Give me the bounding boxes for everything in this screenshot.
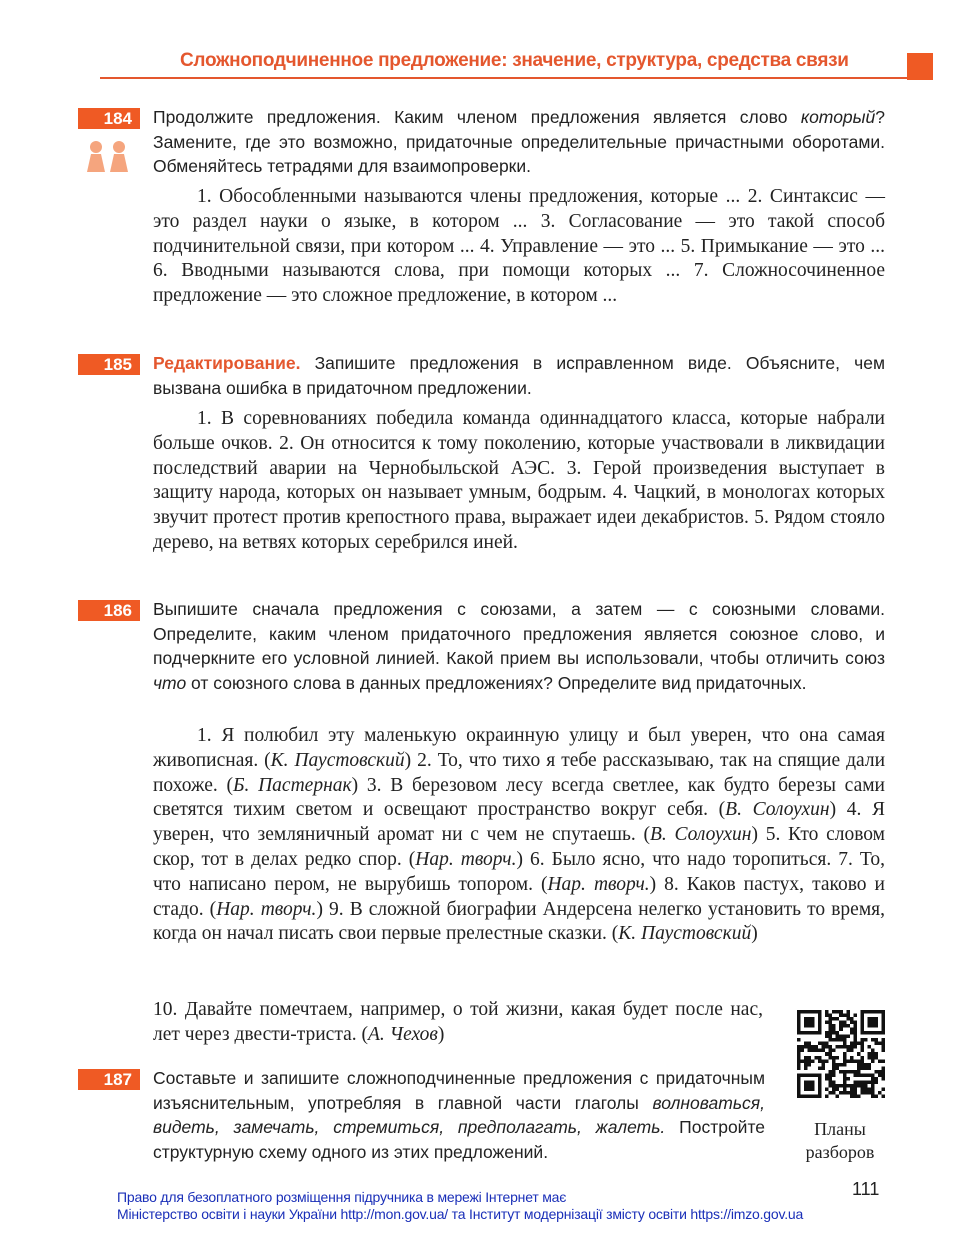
qr-caption-line1: Планы <box>814 1119 866 1139</box>
text-segment: ) 5. Кто словом скор, тот в делах редко спор. ( <box>153 824 885 870</box>
chapter-title: Сложноподчиненное предложение: значение, структура, средства связи <box>180 50 849 71</box>
text-segment: от союзного слова в данных предложениях? Определите вид придаточных. <box>186 672 807 693</box>
italic-text: который <box>800 107 876 127</box>
text-segment: ) 3. В березовом лесу всегда светлее, как будто березы сами светятся тихим светом и освещают пространство вокруг себя. ( <box>153 774 885 821</box>
text-segment: ) 4. Я уверен, что земляничный аромат ни с чем не спутаешь. ( <box>153 799 885 846</box>
italic-text: К. Паустовский <box>270 749 405 771</box>
text-segment: 1. Обособленными называются члены предложения, которые ... 2. Синтаксис — это раздел науки о языке, в котором ... 3. Согласование — это такой способ подчинительной связи, при котором ... 4. Управление — это ... 5. Примыкание — это ... 6. Вводными называются слова, при помощи которых ... 7. Сложносочиненное предложение — это сложное предложение, в котором ... <box>153 186 885 307</box>
text-segment: ) 9. В сложной биографии Андерсена нелегко установить то время, когда он начал писать свои первые прелестные сказки. ( <box>153 898 886 945</box>
exercise-186-instruction <box>153 597 885 695</box>
exercise-186-text <box>153 724 885 947</box>
text-segment: ) 2. То, что тихо я тебе рассказываю, так на спящие дали похоже. ( <box>153 749 886 796</box>
italic-text: В. Солоухин <box>725 799 830 821</box>
text-segment: ) 8. Каков пастух, таково и стадо. ( <box>153 873 885 920</box>
exercise-184-instruction <box>153 105 885 179</box>
text-segment: ? Замените, где это возможно, придаточные определительные причастными оборотами. Обменяйтесь тетрадями для взаимопроверки. <box>153 107 885 177</box>
italic-text: А. Чехов <box>368 1023 438 1045</box>
text-segment: Выпишите сначала предложения с союзами, а затем — с союзными словами. Определите, каким членом придаточного предложения является союзное слово, и подчеркните его условной линией. Какой прием вы использовали, чтобы отличить союз <box>153 599 885 669</box>
footer-line2: Міністерство освіти і науки України http://mon.gov.ua/ та Інститут модернізації змісту освіти https://imzo.gov.ua <box>117 1206 804 1222</box>
italic-text: Б. Пастернак <box>232 774 352 796</box>
exercise-187-instruction <box>153 1066 765 1164</box>
header-marker <box>907 53 933 80</box>
italic-text: что <box>153 672 187 693</box>
highlight-label: Редактирование. <box>153 353 301 373</box>
qr-code[interactable] <box>797 1010 885 1098</box>
text-segment: ) 6. Было ясно, что надо торопиться. 7. То, что написано пером, не вырубишь топором. ( <box>153 848 885 895</box>
exercise-185-instruction <box>153 351 885 400</box>
italic-text: Нар. творч. <box>216 898 317 920</box>
exercise-number-187: 187 <box>78 1069 140 1090</box>
header-rule <box>100 77 910 79</box>
qr-caption <box>790 1118 890 1164</box>
italic-text: К. Паустовский <box>618 923 752 945</box>
italic-text: В. Солоухин <box>649 824 752 846</box>
exercise-184-text <box>153 185 885 309</box>
exercise-185-text <box>153 407 885 556</box>
qr-caption-line2: разборов <box>805 1142 875 1162</box>
pair-work-icon <box>85 140 131 172</box>
italic-text: Нар. творч. <box>547 873 650 895</box>
exercise-number-184: 184 <box>78 108 140 129</box>
text-segment: 1. В соревнованиях победила команда одиннадцатого класса, которые набрали больше очков. 2. Он относится к тому поколению, которые участвовали в ликвидации последствий аварии на Чернобыльской АЭС. 3. Герой произведения выступает в защиту народа, которых он называет умным, бодрым. 4. Чацкий, в монологах которых звучит протест против крепостного права, выражает идеи декабристов. 5. Рядом стояло дерево, на ветвях которых серебрился иней. <box>153 408 885 553</box>
license-footer <box>117 1189 803 1223</box>
text-segment: ) <box>751 923 758 945</box>
text-segment: Продолжите предложения. Каким членом предложения является слово <box>153 107 801 127</box>
text-segment: Запишите предложения в исправленном виде. Объясните, чем вызвана ошибка в придаточном предложении. <box>153 353 885 398</box>
text-segment: Постройте структурную схему одного из этих предложений. <box>153 1117 765 1162</box>
italic-text: Нар. творч. <box>415 848 517 870</box>
exercise-number-185: 185 <box>78 354 140 375</box>
footer-line1: Право для безоплатного розміщення підручника в мережі Інтернет має <box>117 1189 567 1205</box>
text-segment: 1. Я полюбил эту маленькую окраинную улицу и был уверен, что она самая живописная. ( <box>153 725 885 771</box>
exercise-186-text-continued <box>153 998 763 1048</box>
italic-text: волноваться, видеть, замечать, стремиться, предполагать, жалеть. <box>153 1092 765 1138</box>
exercise-number-186: 186 <box>78 600 140 621</box>
page-number: 111 <box>852 1179 880 1199</box>
text-segment: Составьте и запишите сложноподчиненные предложения с придаточным изъяснительным, употребляя в главной части глаголы <box>153 1068 765 1113</box>
text-segment: 10. Давайте помечтаем, например, о той жизни, какая будет после нас, лет через двести-триста. ( <box>153 999 763 1045</box>
text-segment: ) <box>437 1023 445 1045</box>
